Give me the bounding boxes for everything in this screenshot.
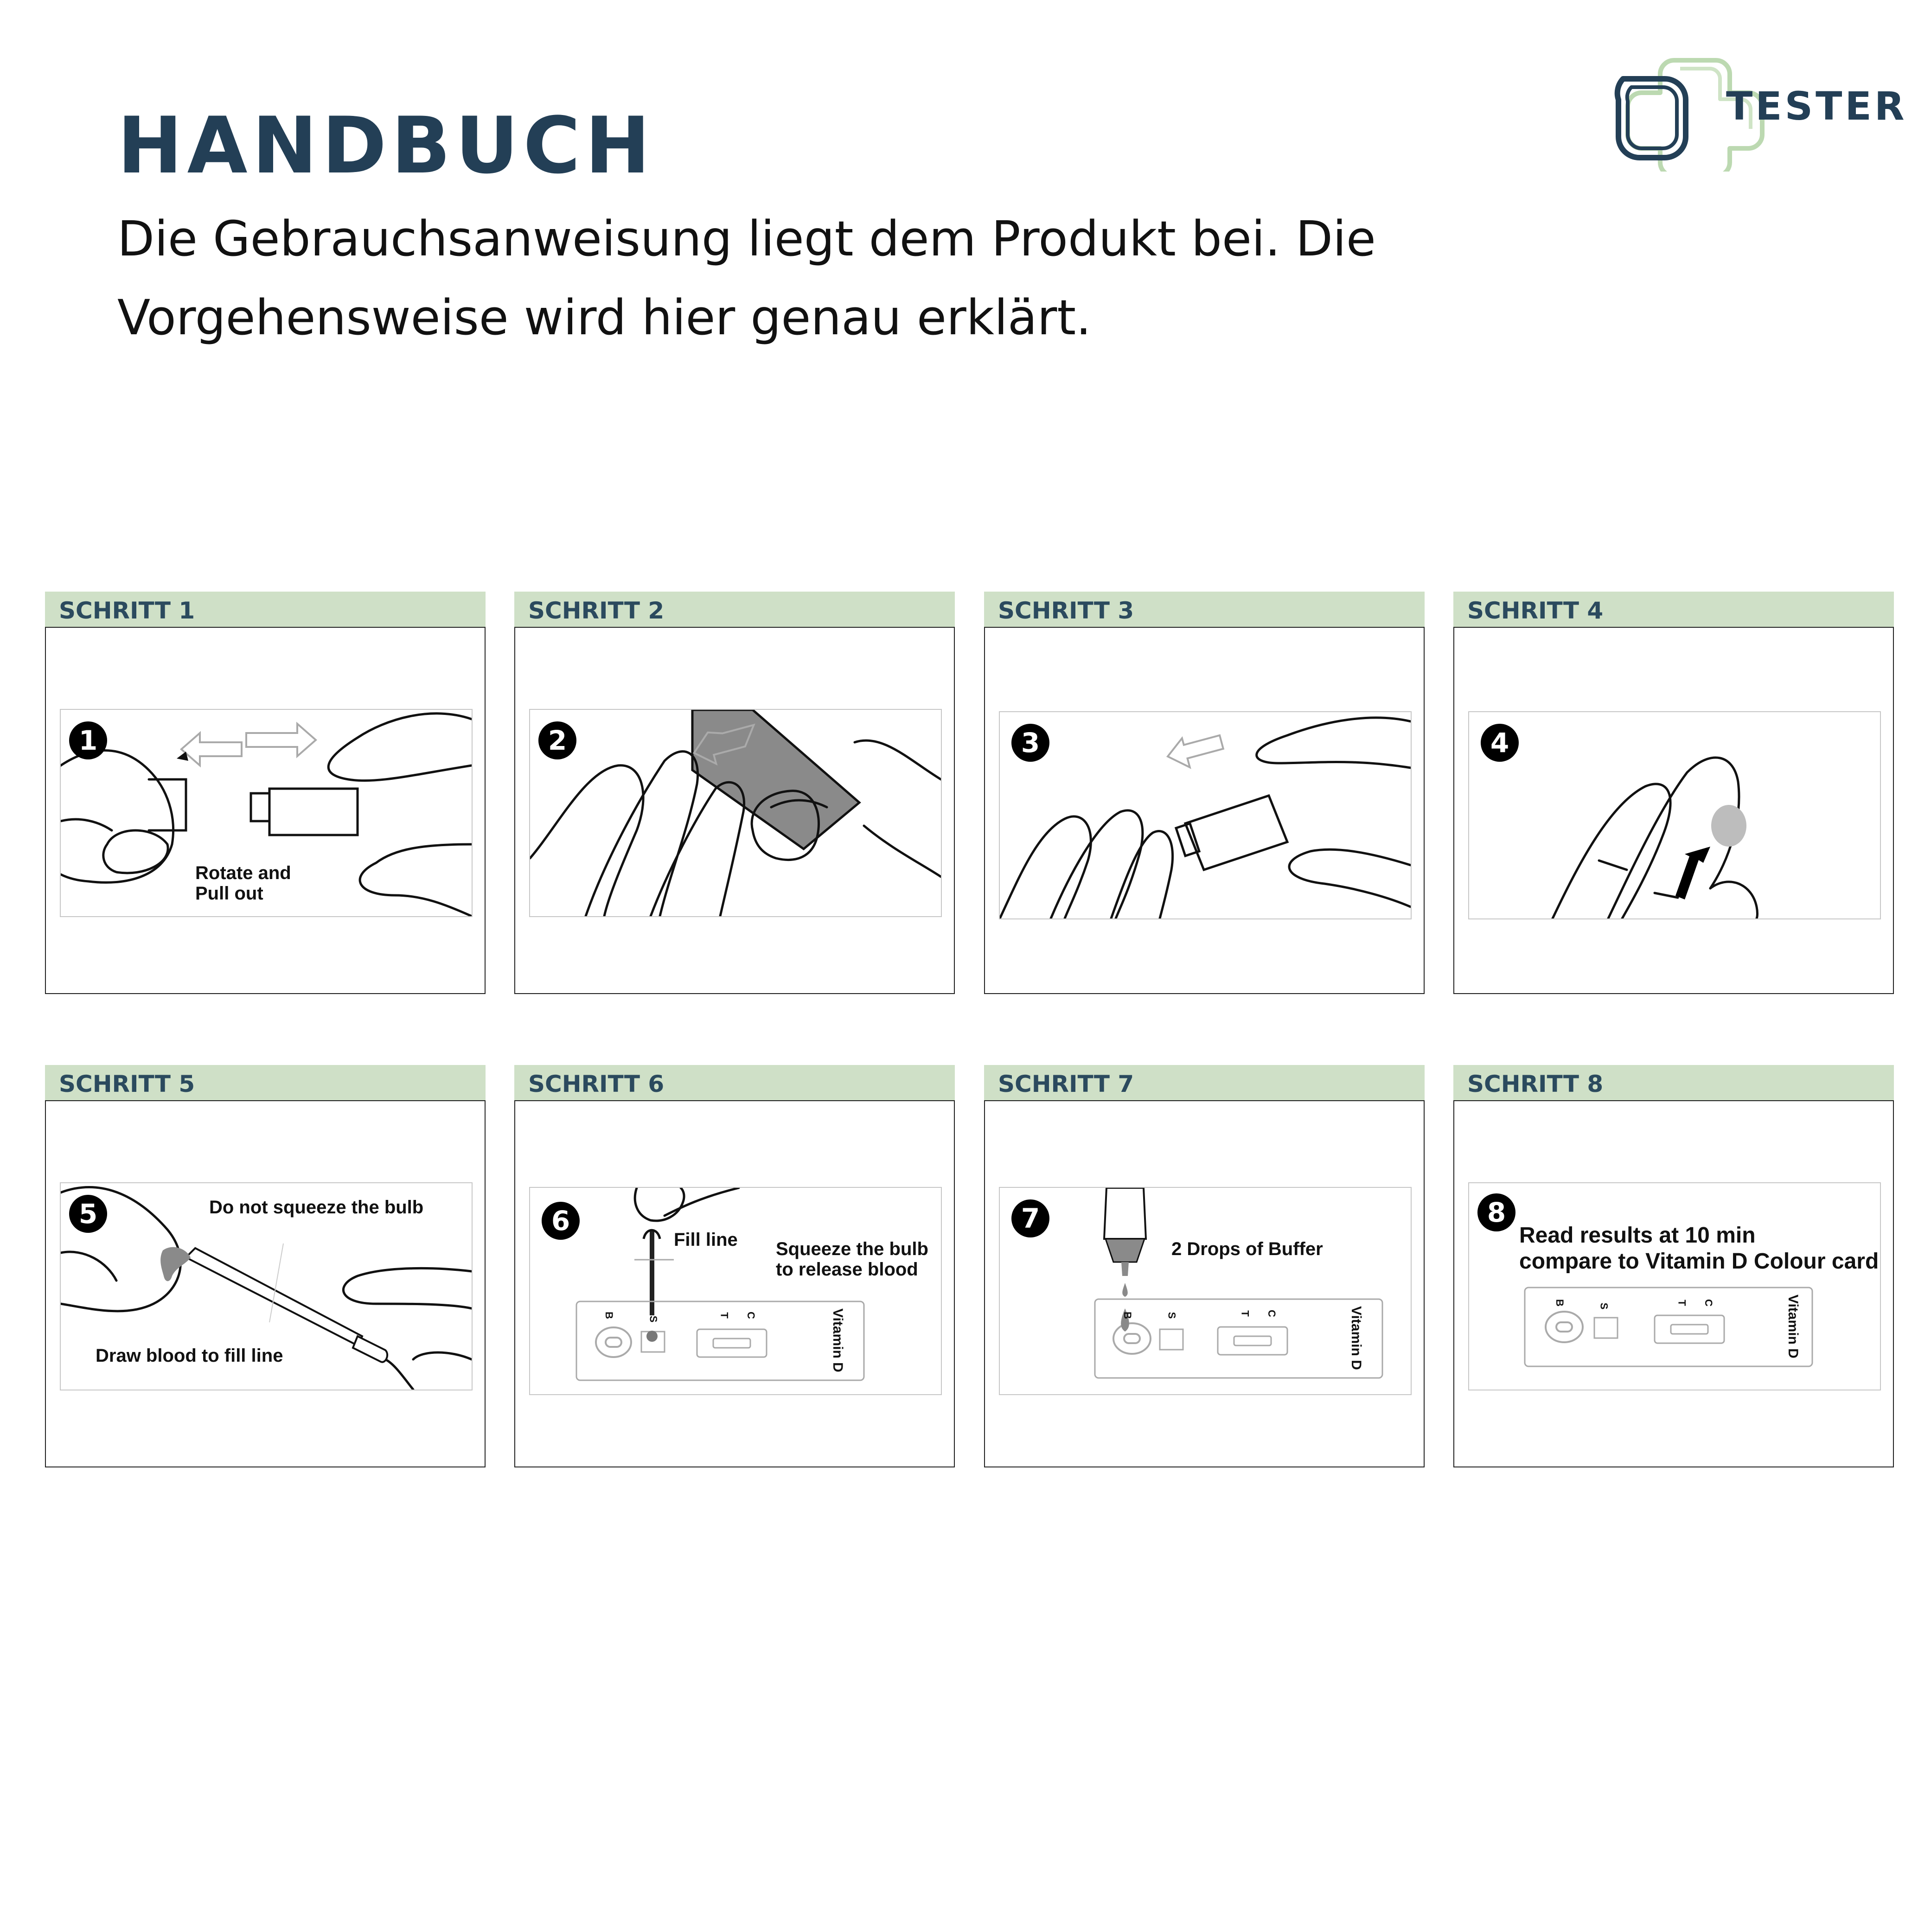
step-header — [984, 1065, 1425, 1100]
instruction-label: Rotate and — [195, 863, 291, 883]
cassette-b-label: B — [1121, 1312, 1133, 1319]
step-box — [1453, 1100, 1894, 1467]
step-header — [1453, 592, 1894, 627]
cassette-name: Vitamin D — [1349, 1306, 1364, 1370]
cassette-c-label: C — [1702, 1299, 1714, 1307]
step-8 — [1453, 1065, 1894, 1467]
illustration-panel — [999, 711, 1412, 919]
step-header — [45, 1065, 486, 1100]
step-header — [514, 1065, 955, 1100]
step-3 — [984, 592, 1425, 994]
step-2 — [514, 592, 955, 994]
instruction-label: Read results at 10 min — [1519, 1223, 1756, 1248]
step-header-label: SCHRITT 3 — [998, 597, 1134, 624]
instruction-label: compare to Vitamin D Colour card — [1519, 1249, 1879, 1274]
logo-text: TESTER — [1726, 83, 1907, 129]
step-box — [514, 627, 955, 994]
instruction-label: Draw blood to fill line — [96, 1345, 283, 1366]
fill-line-label: Fill line — [674, 1230, 738, 1250]
cassette-b-label: B — [1554, 1299, 1566, 1307]
illustration-panel — [999, 1187, 1412, 1395]
step-7 — [984, 1065, 1425, 1467]
cassette-t-label: T — [1676, 1300, 1688, 1306]
instruction-label: Squeeze the bulb — [776, 1239, 928, 1259]
cassette-c-label: C — [1266, 1310, 1278, 1317]
step-number-badge: 1 — [69, 721, 107, 759]
step-number-badge: 2 — [538, 721, 576, 759]
page-subtitle: Die Gebrauchsanweisung liegt dem Produkt bei. Die Vorgehensweise wird hier genau erklärt. — [117, 210, 1376, 346]
illustration-panel — [529, 709, 942, 917]
result-cassette-illustration — [1469, 1183, 1880, 1390]
instruction-label: to release blood — [776, 1259, 918, 1280]
step-4 — [1453, 592, 1894, 994]
step-box — [45, 627, 486, 994]
step-header — [45, 592, 486, 627]
illustration-panel — [529, 1187, 942, 1395]
cassette-t-label: T — [1239, 1310, 1251, 1317]
step-header-label: SCHRITT 4 — [1467, 597, 1604, 624]
step-box — [45, 1100, 486, 1467]
cassette-s-label: S — [1598, 1302, 1610, 1310]
step-header — [984, 592, 1425, 627]
illustration-panel — [1468, 1182, 1881, 1390]
lancet-finger-illustration — [1000, 712, 1411, 918]
step-number-badge: 5 — [69, 1195, 107, 1233]
step-header — [514, 592, 955, 627]
cassette-b-label: B — [603, 1312, 615, 1319]
page-title: HANDBUCH — [117, 100, 655, 191]
illustration-panel — [60, 1182, 473, 1390]
step-box — [984, 1100, 1425, 1467]
cassette-c-label: C — [745, 1312, 757, 1319]
blood-drop-finger-illustration — [1469, 712, 1880, 918]
step-header-label: SCHRITT 5 — [59, 1071, 195, 1097]
step-header-label: SCHRITT 1 — [59, 597, 195, 624]
instruction-label: Pull out — [195, 883, 263, 904]
step-header-label: SCHRITT 8 — [1467, 1071, 1604, 1097]
step-number-badge: 3 — [1011, 724, 1049, 762]
hand-lancet-illustration — [61, 710, 472, 916]
illustration-panel — [1468, 711, 1881, 919]
step-1 — [45, 592, 486, 994]
step-5 — [45, 1065, 486, 1467]
cassette-s-label: S — [647, 1315, 659, 1323]
step-number-badge: 4 — [1481, 724, 1519, 762]
instruction-label: 2 Drops of Buffer — [1171, 1239, 1323, 1259]
step-number-badge: 7 — [1011, 1199, 1049, 1237]
step-number-badge: 8 — [1477, 1193, 1515, 1231]
alcohol-pad-illustration — [530, 710, 941, 916]
cassette-t-label: T — [718, 1312, 730, 1319]
step-header-label: SCHRITT 2 — [528, 597, 665, 624]
pipette-release-illustration — [530, 1188, 941, 1394]
step-6 — [514, 1065, 955, 1467]
step-box — [1453, 627, 1894, 994]
step-header-label: SCHRITT 6 — [528, 1071, 665, 1097]
cassette-name: Vitamin D — [830, 1308, 845, 1372]
illustration-panel — [60, 709, 473, 917]
step-header — [1453, 1065, 1894, 1100]
cassette-s-label: S — [1166, 1312, 1178, 1319]
instruction-label: Do not squeeze the bulb — [209, 1197, 424, 1218]
step-number-badge: 6 — [542, 1202, 580, 1240]
step-box — [984, 627, 1425, 994]
step-box — [514, 1100, 955, 1467]
cassette-name: Vitamin D — [1785, 1294, 1801, 1358]
step-header-label: SCHRITT 7 — [998, 1071, 1134, 1097]
